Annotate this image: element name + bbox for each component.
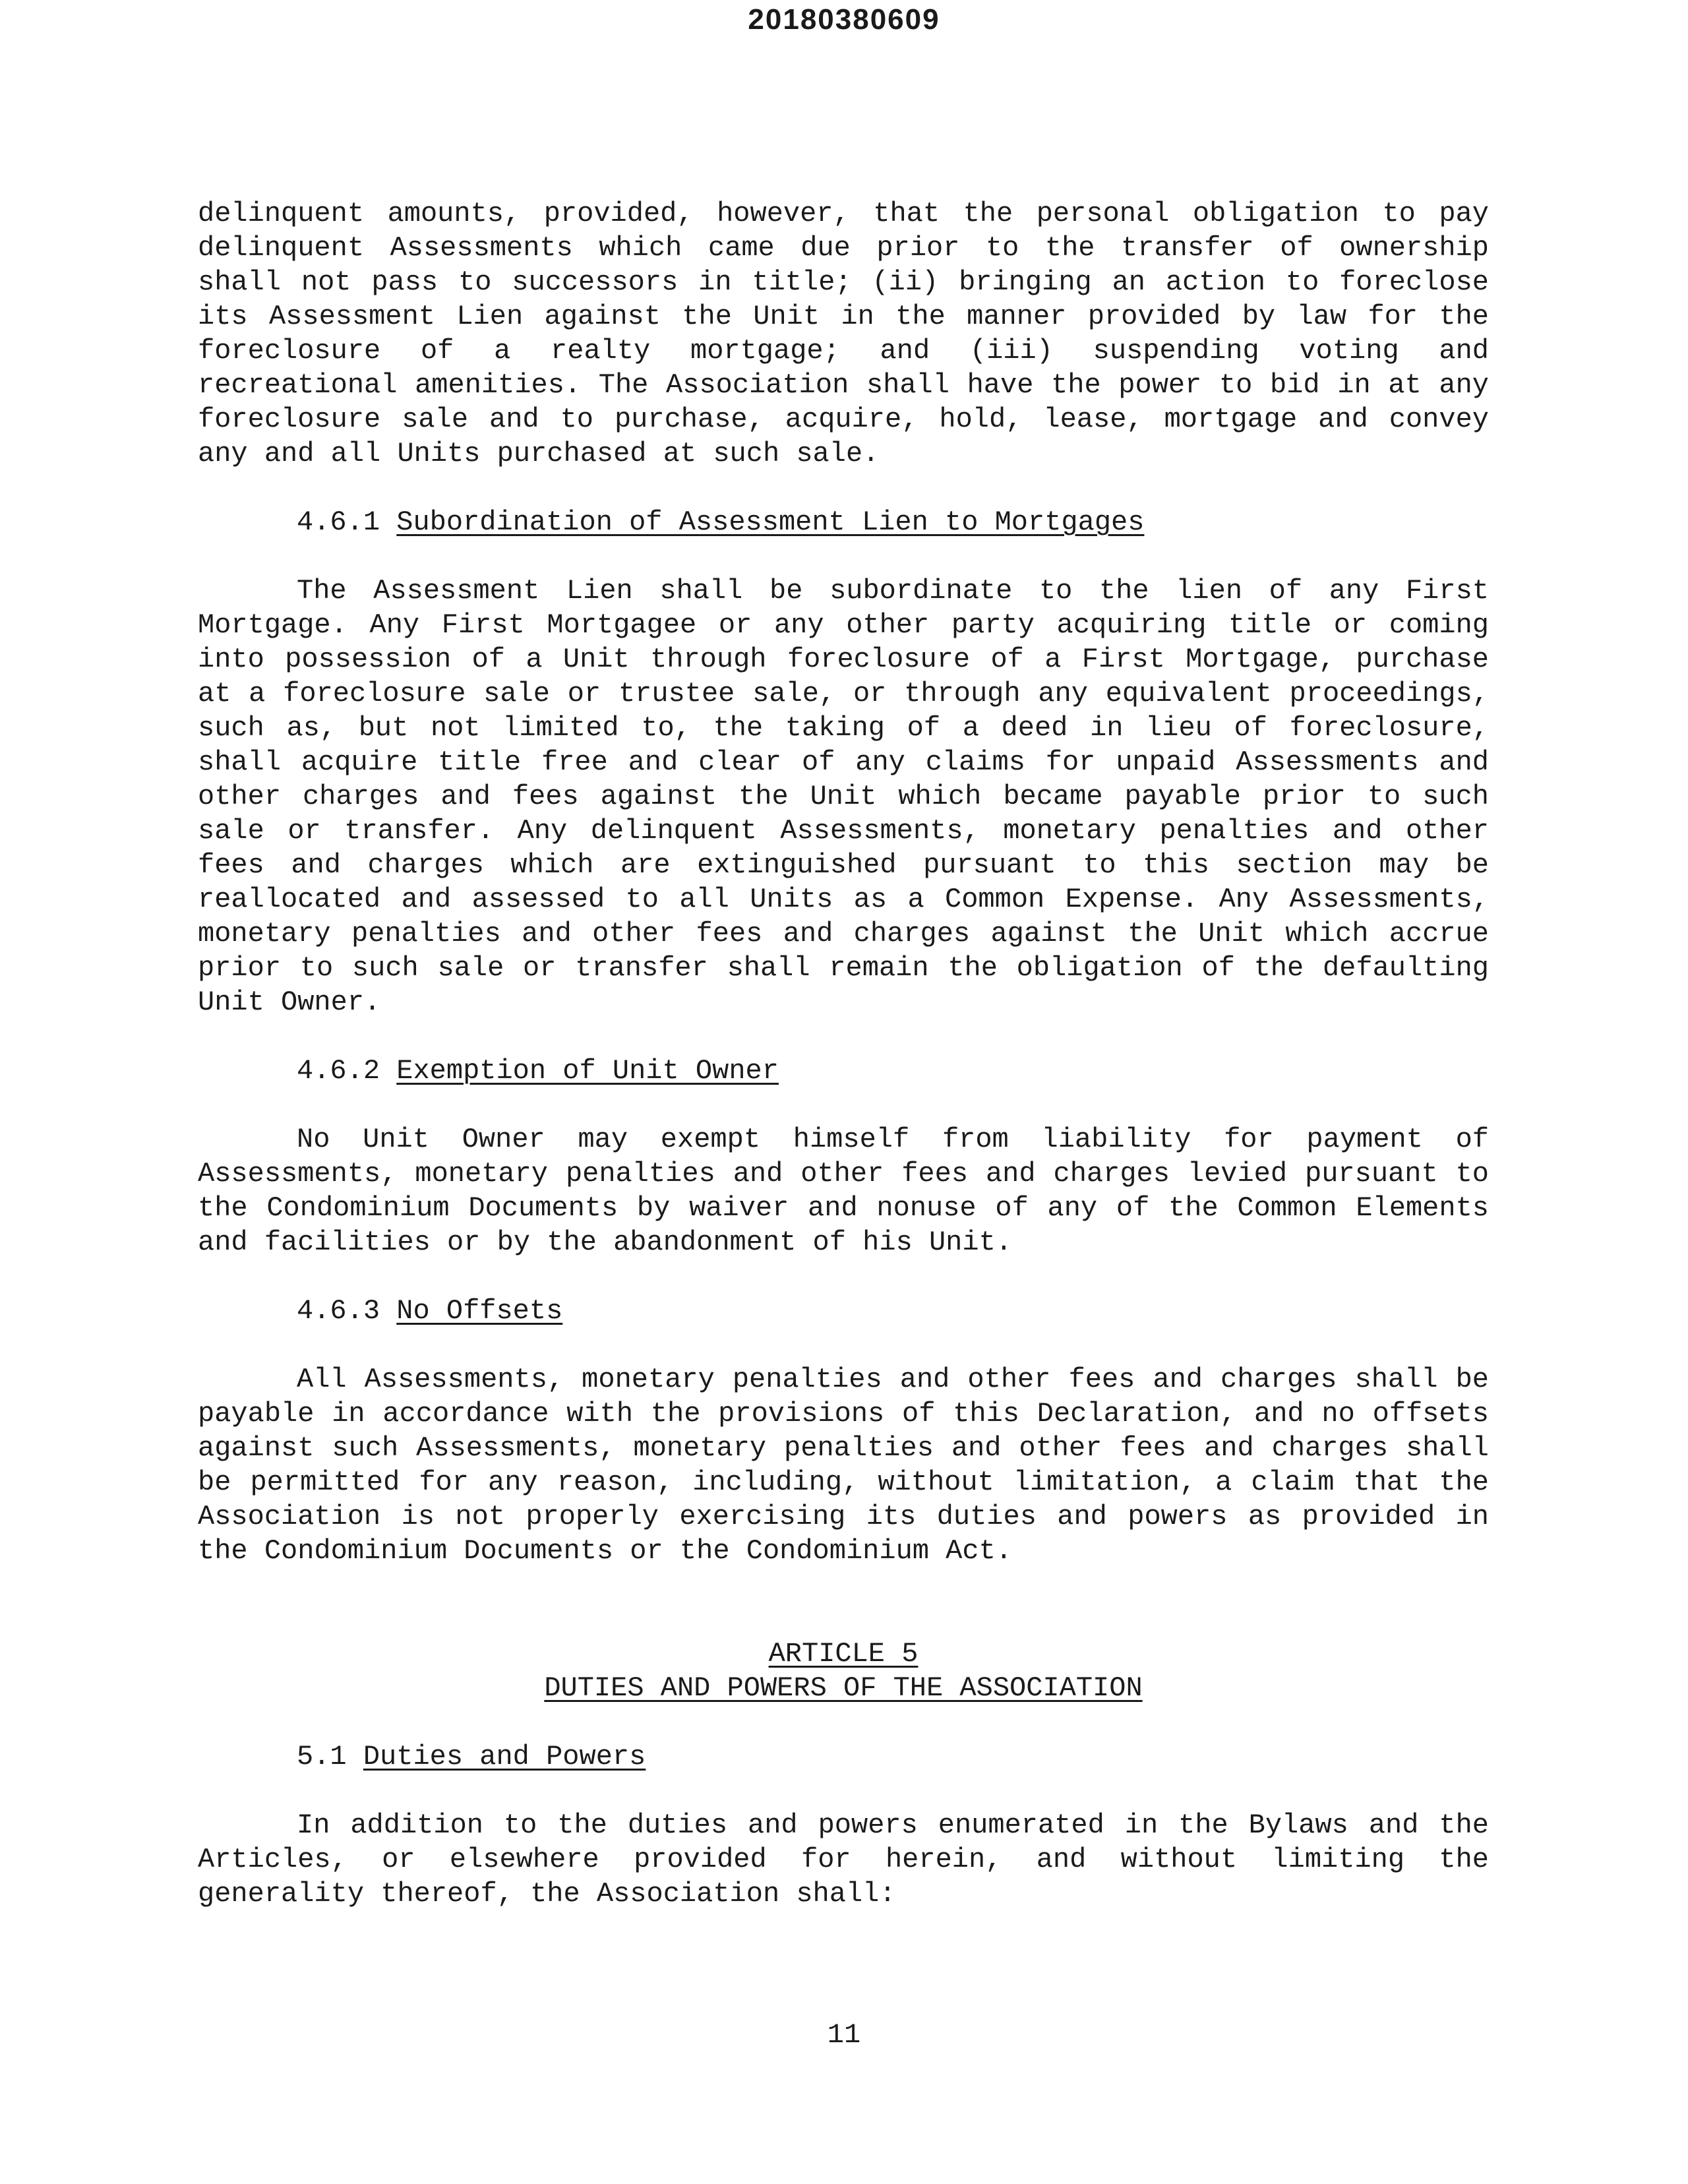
page-number: 11 — [827, 2019, 861, 2051]
section-title: Subordination of Assessment Lien to Mortgages — [396, 506, 1145, 538]
section-4-6-2-text: No Unit Owner may exempt himself from liability for payment of Assessments, monetary penalties and other fees and charges levied pursuant to the Condominium Documents by waiver and nonuse of any of the Common Elements and facilities or by the abandonment of his Unit. — [198, 1124, 1489, 1258]
section-4-6-3-heading — [198, 1294, 1489, 1328]
section-title: No Offsets — [396, 1295, 563, 1327]
article-5-heading — [198, 1637, 1489, 1705]
section-4-6-3-text: All Assessments, monetary penalties and other fees and charges shall be payable in accordance with the provisions of this Declaration, and no offsets against such Assessments, monetary penalties and other fees and charges shall be permitted for any reason, including, without limitation, a claim that the Association is not properly exercising its duties and powers as provided in the Condominium Documents or the Condominium Act. — [198, 1364, 1489, 1567]
section-title: Exemption of Unit Owner — [396, 1055, 779, 1087]
article-title: DUTIES AND POWERS OF THE ASSOCIATION — [544, 1672, 1143, 1704]
document-body — [198, 197, 1489, 1911]
section-number: 5.1 — [297, 1741, 347, 1773]
section-4-6-1-text: The Assessment Lien shall be subordinate to the lien of any First Mortgage. Any First Mortgagee or any other party acquiring title or coming into possession of a Unit through foreclosure of a First Mortgage, purchase at a foreclosure sale or trustee sale, or through any equivalent proceedings, such as, but not limited to, the taking of a deed in lieu of foreclosure, shall acquire title free and clear of any claims for unpaid Assessments and other charges and fees against the Unit which became payable prior to such sale or transfer. Any delinquent Assessments, monetary penalties and other fees and charges which are extinguished pursuant to this section may be reallocated and assessed to all Units as a Common Expense. Any Assessments, monetary penalties and other fees and charges against the Unit which accrue prior to such sale or transfer shall remain the obligation of the defaulting Unit Owner. — [198, 575, 1489, 1018]
section-5-1-heading — [198, 1740, 1489, 1774]
document-number: 20180380609 — [748, 3, 940, 36]
intro-paragraph: delinquent amounts, provided, however, that the personal obligation to pay delinquent Assessments which came due prior to the transfer of ownership shall not pass to successors in title; (ii) bringing an action to foreclose its Assessment Lien against the Unit in the manner provided by law for the foreclosure of a realty mortgage; and (iii) suspending voting and recreational amenities. The Association shall have the power to bid in at any foreclosure sale and to purchase, acquire, hold, lease, mortgage and convey any and all Units purchased at such sale. — [198, 198, 1489, 470]
article-label: ARTICLE 5 — [768, 1638, 919, 1670]
section-number: 4.6.2 — [297, 1055, 380, 1087]
section-4-6-2-heading — [198, 1054, 1489, 1088]
section-number: 4.6.3 — [297, 1295, 380, 1327]
section-5-1-text: In addition to the duties and powers enumerated in the Bylaws and the Articles, or elsewhere provided for herein, and without limiting the generality thereof, the Association shall: — [198, 1809, 1489, 1910]
section-number: 4.6.1 — [297, 506, 380, 538]
section-title: Duties and Powers — [363, 1741, 646, 1773]
section-4-6-1-heading — [198, 505, 1489, 539]
